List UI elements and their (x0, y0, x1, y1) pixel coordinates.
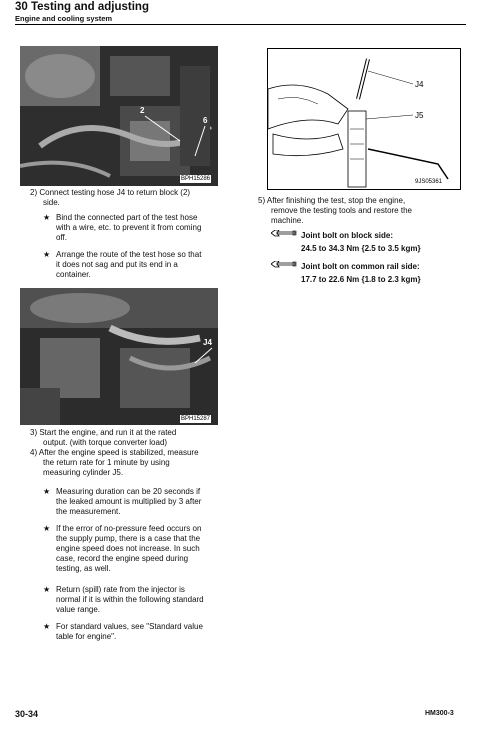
step4-bullet2-l3: engine speed does not increase. In such (56, 544, 200, 553)
photo2-code: BPH15287 (181, 416, 211, 422)
step2-bullet2-l2: it does not sag and put its end in a (56, 260, 178, 269)
step2-line1: 2) Connect testing hose J4 to return block (2) (30, 188, 191, 197)
step5-l1: 5) After finishing the test, stop the engine, (258, 196, 406, 205)
star-icon: ★ (43, 524, 51, 533)
step5-l3: machine. (271, 216, 304, 225)
step4-bullet4-l1: For standard values, see "Standard value (56, 622, 203, 631)
step4-bullet3-l1: Return (spill) rate from the injector is (56, 585, 185, 594)
step2-bullet1-l2: with a wire, etc. to prevent it from coming (56, 223, 202, 232)
diagram-callout-j4: J4 (415, 80, 424, 89)
step4-bullet4-l2: table for engine". (56, 632, 117, 641)
star-icon: ★ (43, 213, 51, 222)
engine-photo-2 (20, 288, 218, 425)
step4-l1: 4) After the engine speed is stabilized, measure (30, 448, 199, 457)
step4-l2: the return rate for 1 minute by using (43, 458, 170, 467)
step4-bullet2-l4: case, record the engine speed during (56, 554, 189, 563)
diagram-callout-j5: J5 (415, 111, 424, 120)
step2-bullet1-l3: off. (56, 233, 67, 242)
model-number: HM300-3 (425, 710, 454, 717)
step2-bullet1-l1: Bind the connected part of the test hose (56, 213, 198, 222)
step2-bullet2-l1: Arrange the route of the test hose so that (56, 250, 202, 259)
photo1-callout-6: 6 (203, 116, 208, 125)
measuring-diagram (267, 48, 461, 190)
step4-bullet2-l1: If the error of no-pressure feed occurs on (56, 524, 202, 533)
star-icon: ★ (43, 585, 51, 594)
wrench-icon (271, 261, 297, 271)
step4-bullet3-l2: normal if it is within the following standard (56, 595, 204, 604)
photo2-callout-j4: J4 (203, 338, 212, 347)
header-title: 30 Testing and adjusting (15, 1, 149, 13)
step3-l2: output. (with torque converter load) (43, 438, 168, 447)
step4-bullet2-l2: the supply pump, there is a case that the (56, 534, 201, 543)
torque2-value: 17.7 to 22.6 Nm {1.8 to 2.3 kgm} (301, 275, 421, 284)
step2-line2: side. (43, 198, 60, 207)
torque1-label: Joint bolt on block side: (301, 231, 393, 240)
step4-bullet1-l2: the leaked amount is multiplied by 3 after (56, 497, 202, 506)
step4-bullet3-l3: value range. (56, 605, 101, 614)
header-subtitle: Engine and cooling system (15, 14, 113, 23)
step3-l1: 3) Start the engine, and run it at the rated (30, 428, 177, 437)
diagram-code: 9JS05361 (415, 179, 443, 185)
star-icon: ★ (43, 250, 51, 259)
step5-l2: remove the testing tools and restore the (271, 206, 412, 215)
torque1-value: 24.5 to 34.3 Nm {2.5 to 3.5 kgm} (301, 244, 421, 253)
header-rule (15, 24, 466, 25)
photo1-callout-2: 2 (140, 106, 145, 115)
step4-bullet1-l3: the measurement. (56, 507, 121, 516)
page-number: 30-34 (15, 709, 39, 719)
engine-photo-1 (20, 46, 218, 186)
star-icon: ★ (43, 622, 51, 631)
step2-bullet2-l3: container. (56, 270, 91, 279)
photo1-code: BPH15286 (181, 176, 211, 182)
torque2-label: Joint bolt on common rail side: (301, 262, 420, 271)
wrench-icon (271, 230, 297, 240)
star-icon: ★ (43, 487, 51, 496)
step4-l3: measuring cylinder J5. (43, 468, 124, 477)
step4-bullet2-l5: testing, as well. (56, 564, 111, 573)
step4-bullet1-l1: Measuring duration can be 20 seconds if (56, 487, 201, 496)
